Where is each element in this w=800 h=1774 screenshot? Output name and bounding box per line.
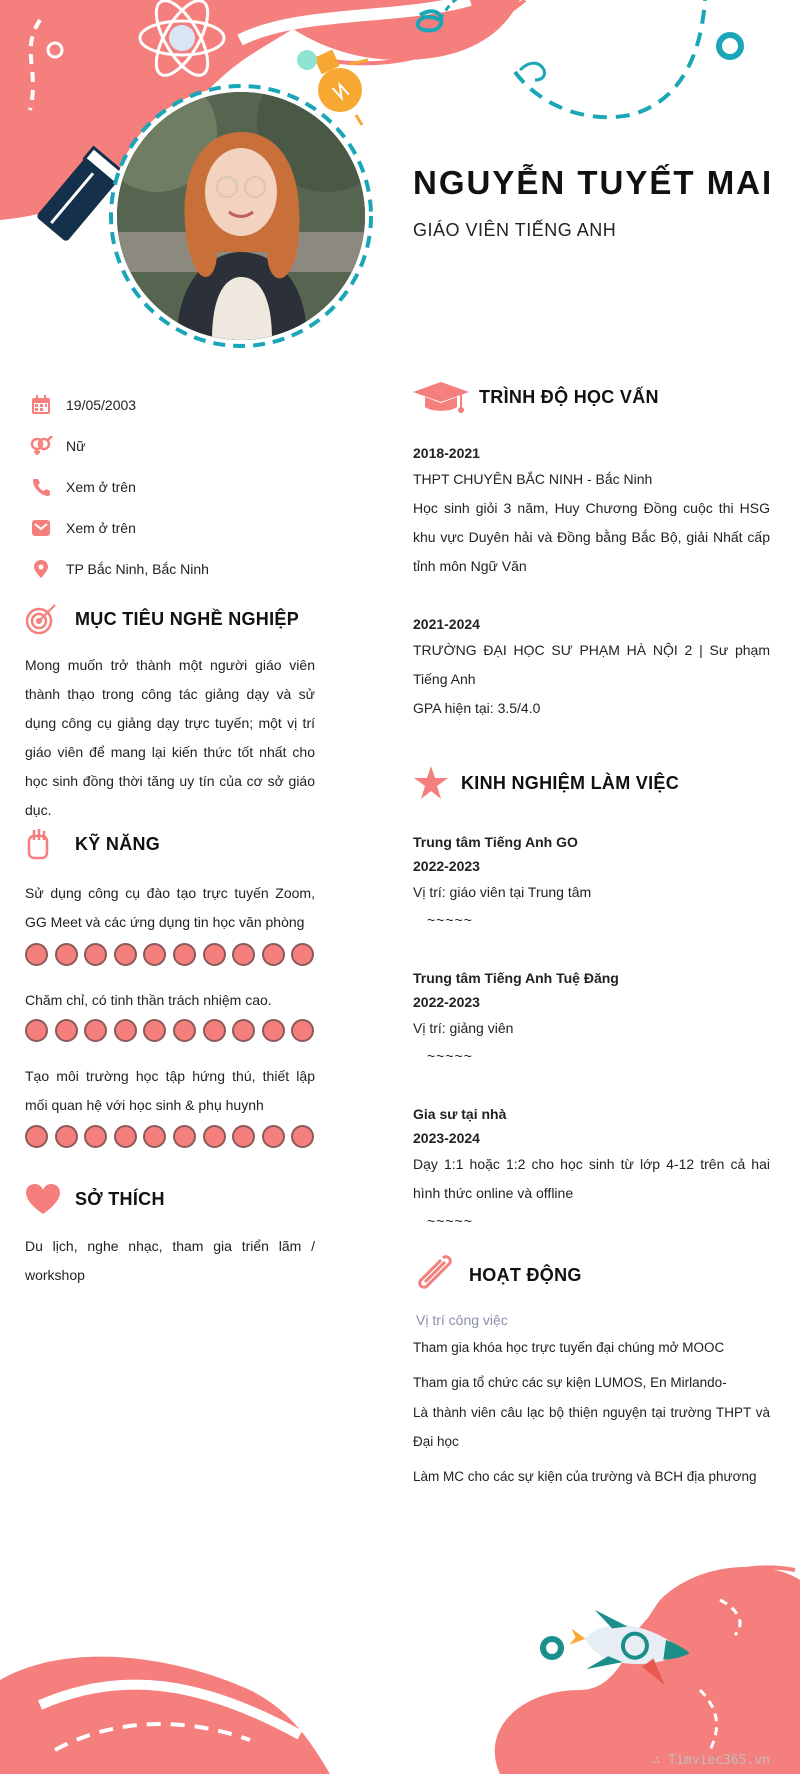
paperclip-icon xyxy=(413,1254,455,1296)
contact-row-email xyxy=(28,507,328,548)
target-icon xyxy=(25,603,57,635)
skill-dot xyxy=(114,943,137,966)
skill-dot xyxy=(143,1019,166,1042)
skill-dot xyxy=(262,1019,285,1042)
education-years: 2021-2024 xyxy=(413,616,480,632)
experience-detail: Vị trí: giảng viên xyxy=(413,1020,514,1036)
objective-heading xyxy=(25,603,299,635)
experience-item xyxy=(413,830,770,933)
skill-dot xyxy=(232,1125,255,1148)
education-school: TRƯỜNG ĐẠI HỌC SƯ PHẠM HÀ NỘI 2 | Sư phạm Tiếng Anh xyxy=(413,642,770,687)
gender-icon xyxy=(28,434,54,458)
experience-years: 2023-2024 xyxy=(413,1130,480,1146)
hobbies-heading xyxy=(25,1183,165,1215)
skill-dot xyxy=(262,943,285,966)
skill-dot xyxy=(232,1019,255,1042)
avatar xyxy=(117,92,365,340)
skill-dot xyxy=(143,1125,166,1148)
experience-org: Gia sư tại nhà xyxy=(413,1106,507,1122)
contact-email: Xem ở trên xyxy=(66,519,136,536)
contact-row-birthday xyxy=(28,384,328,425)
watermark: ∴ Timviec365.vn xyxy=(652,1753,770,1768)
education-years: 2018-2021 xyxy=(413,445,480,461)
activity-item: Làm MC cho các sự kiện của trường và BCH địa phương xyxy=(413,1469,757,1484)
skill-dot xyxy=(203,1125,226,1148)
skill-dot xyxy=(203,943,226,966)
experience-detail: Dạy 1:1 hoặc 1:2 cho học sinh từ lớp 4-12 trên cả hai hình thức online và offline xyxy=(413,1156,770,1201)
experience-years: 2022-2023 xyxy=(413,994,480,1010)
candidate-name: NGUYỄN TUYẾT MAI xyxy=(413,164,774,201)
skill-text: Tạo môi trường học tập hứng thú, thiết lập mối quan hệ với học sinh & phụ huynh xyxy=(25,1068,315,1113)
skill-dot xyxy=(25,943,48,966)
experience-tilde: ~~~~~ xyxy=(427,1048,473,1064)
skill-rating xyxy=(25,1019,314,1042)
experience-org: Trung tâm Tiếng Anh GO xyxy=(413,834,578,850)
experience-tilde: ~~~~~ xyxy=(427,1213,473,1229)
graduation-cap-icon xyxy=(413,380,469,414)
skill-text: Sử dụng công cụ đào tạo trực tuyến Zoom, GG Meet và các ứng dụng tin học văn phòng xyxy=(25,885,315,930)
skill-dot xyxy=(84,1125,107,1148)
skill-dot xyxy=(84,1019,107,1042)
skill-dot xyxy=(173,1019,196,1042)
star-icon xyxy=(413,766,449,800)
experience-item xyxy=(413,1102,770,1234)
activities-title: HOẠT ĐỘNG xyxy=(469,1264,582,1285)
objective-title: MỤC TIÊU NGHỀ NGHIỆP xyxy=(75,608,300,629)
skill-dot xyxy=(114,1019,137,1042)
skill-dot xyxy=(262,1125,285,1148)
skill-dot xyxy=(25,1125,48,1148)
experience-item xyxy=(413,966,770,1069)
experience-heading xyxy=(413,766,679,800)
skill-dot xyxy=(114,1125,137,1148)
skill-dot xyxy=(55,943,78,966)
contact-row-phone xyxy=(28,466,328,507)
contact-address: TP Bắc Ninh, Bắc Ninh xyxy=(66,560,209,577)
skill-dot xyxy=(203,1019,226,1042)
activities-heading xyxy=(413,1254,582,1296)
education-school: THPT CHUYÊN BẮC NINH - Bắc Ninh xyxy=(413,471,653,487)
location-pin-icon xyxy=(28,557,54,581)
education-item xyxy=(413,612,770,723)
skill-dot xyxy=(232,943,255,966)
education-heading xyxy=(413,380,659,414)
candidate-role: GIÁO VIÊN TIẾNG ANH xyxy=(413,220,617,240)
phone-icon xyxy=(28,475,54,499)
skills-title: KỸ NĂNG xyxy=(75,833,161,854)
skill-rating xyxy=(25,943,314,966)
education-item xyxy=(413,441,770,581)
objective-text: Mong muốn trở thành một người giáo viên thành thạo trong công tác giảng dạy và sử dụng công cụ giảng dạy trực tuyến; một vị trí giáo viên để mang lại kiến thức tốt nhất cho học sinh đồng thời tăng uy tín của cơ sở giáo dục. xyxy=(25,657,315,818)
experience-tilde: ~~~~~ xyxy=(427,912,473,928)
experience-years: 2022-2023 xyxy=(413,858,480,874)
skill-text: Chăm chỉ, có tinh thần trách nhiệm cao. xyxy=(25,992,272,1008)
raised-fist-icon xyxy=(25,828,51,860)
education-detail: Học sinh giỏi 3 năm, Huy Chương Đồng cuộc thi HSG khu vực Duyên hải và Đồng bằng Bắc Bộ, giải Nhất cấp tỉnh môn Ngữ Văn xyxy=(413,500,770,574)
education-title: TRÌNH ĐỘ HỌC VẤN xyxy=(479,386,659,407)
activities-subtitle: Vị trí công việc xyxy=(416,1312,508,1328)
skill-rating xyxy=(25,1125,314,1148)
skill-dot xyxy=(173,943,196,966)
skill-dot xyxy=(291,1019,314,1042)
contact-info xyxy=(28,384,328,589)
skills-heading xyxy=(25,828,160,860)
contact-row-address xyxy=(28,548,328,589)
contact-row-gender xyxy=(28,425,328,466)
hobbies-text: Du lịch, nghe nhạc, tham gia triển lãm / workshop xyxy=(25,1238,315,1283)
experience-detail: Vị trí: giáo viên tại Trung tâm xyxy=(413,884,592,900)
contact-gender: Nữ xyxy=(66,437,86,454)
contact-phone: Xem ở trên xyxy=(66,478,136,495)
activity-item: Tham gia khóa học trực tuyến đại chúng mở MOOC xyxy=(413,1340,725,1355)
skill-dot xyxy=(143,943,166,966)
skill-dot xyxy=(55,1125,78,1148)
skill-dot xyxy=(291,943,314,966)
avatar-frame xyxy=(107,82,375,350)
activity-item: Là thành viên câu lạc bộ thiện nguyện tại trường THPT và Đại học xyxy=(413,1405,770,1449)
bottom-decoration xyxy=(0,1540,800,1774)
experience-org: Trung tâm Tiếng Anh Tuệ Đăng xyxy=(413,970,619,986)
heart-icon xyxy=(25,1183,61,1215)
skill-dot xyxy=(25,1019,48,1042)
calendar-icon xyxy=(28,393,54,417)
skill-dot xyxy=(291,1125,314,1148)
skill-dot xyxy=(173,1125,196,1148)
education-detail: GPA hiện tại: 3.5/4.0 xyxy=(413,700,541,716)
contact-birthday: 19/05/2003 xyxy=(66,396,137,413)
skill-dot xyxy=(55,1019,78,1042)
email-icon xyxy=(28,516,54,540)
activity-item: Tham gia tổ chức các sự kiện LUMOS, En Mirlando- xyxy=(413,1375,727,1390)
hobbies-title: SỞ THÍCH xyxy=(75,1188,165,1209)
skill-dot xyxy=(84,943,107,966)
experience-title: KINH NGHIỆM LÀM VIỆC xyxy=(461,772,680,793)
